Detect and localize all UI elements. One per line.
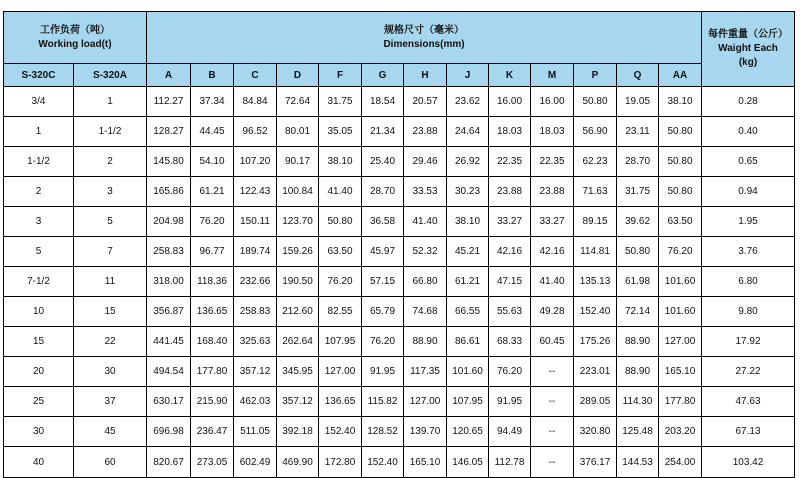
table-cell: 72.64 — [277, 87, 319, 117]
table-cell: 469.90 — [277, 447, 319, 478]
table-cell: 42.16 — [489, 237, 531, 267]
table-cell: 65.79 — [362, 297, 404, 327]
table-cell: 30.23 — [447, 177, 489, 207]
table-cell: 136.65 — [191, 297, 234, 327]
spec-table — [3, 11, 795, 478]
table-cell: 602.49 — [234, 447, 277, 478]
table-cell: 318.00 — [147, 267, 191, 297]
dimensions-header — [147, 12, 702, 64]
table-cell: 107.95 — [447, 387, 489, 417]
table-cell: 1-1/2 — [4, 147, 74, 177]
table-cell: 31.75 — [319, 87, 362, 117]
table-cell: 203.20 — [659, 417, 702, 447]
working-load-header — [4, 12, 147, 64]
table-cell: 33.27 — [531, 207, 574, 237]
table-cell: 61.98 — [617, 267, 659, 297]
table-cell: 357.12 — [277, 387, 319, 417]
table-cell: 2 — [4, 177, 74, 207]
table-cell: -- — [531, 357, 574, 387]
table-cell: 61.21 — [447, 267, 489, 297]
table-cell: 258.83 — [147, 237, 191, 267]
table-cell: 123.70 — [277, 207, 319, 237]
table-cell: 127.00 — [319, 357, 362, 387]
table-cell: 60.45 — [531, 327, 574, 357]
table-cell: 88.90 — [617, 327, 659, 357]
table-row — [4, 177, 795, 207]
weight-cn: 每件重量（公斤） — [708, 29, 788, 40]
table-cell: 76.20 — [489, 357, 531, 387]
table-cell: 16.00 — [489, 87, 531, 117]
table-cell: 107.95 — [319, 327, 362, 357]
dimensions-cn: 规格尺寸（毫米） — [384, 24, 464, 36]
column-header-m: M — [531, 64, 574, 87]
table-cell: 1 — [74, 87, 147, 117]
table-cell: 139.70 — [404, 417, 447, 447]
table-row — [4, 357, 795, 387]
table-cell: 258.83 — [234, 297, 277, 327]
table-cell: 441.45 — [147, 327, 191, 357]
table-cell: -- — [531, 387, 574, 417]
table-row — [4, 387, 795, 417]
table-cell: 41.40 — [531, 267, 574, 297]
table-cell: 630.17 — [147, 387, 191, 417]
column-header-p: P — [574, 64, 617, 87]
column-header-f: F — [319, 64, 362, 87]
table-cell: 38.10 — [447, 207, 489, 237]
table-row — [4, 87, 795, 117]
table-row — [4, 267, 795, 297]
table-cell: 112.78 — [489, 447, 531, 478]
table-cell: 71.63 — [574, 177, 617, 207]
table-cell: 696.98 — [147, 417, 191, 447]
table-cell: 0.28 — [702, 87, 795, 117]
table-cell: 15 — [74, 297, 147, 327]
table-cell: 36.58 — [362, 207, 404, 237]
table-cell: 47.63 — [702, 387, 795, 417]
table-cell: 3/4 — [4, 87, 74, 117]
table-cell: 165.10 — [659, 357, 702, 387]
table-cell: 40 — [4, 447, 74, 478]
table-cell: 84.84 — [234, 87, 277, 117]
table-cell: 88.90 — [617, 357, 659, 387]
table-cell: 89.15 — [574, 207, 617, 237]
table-cell: 22.35 — [531, 147, 574, 177]
table-cell: 56.90 — [574, 117, 617, 147]
table-cell: 462.03 — [234, 387, 277, 417]
table-row — [4, 147, 795, 177]
table-cell: 150.11 — [234, 207, 277, 237]
table-cell: 136.65 — [319, 387, 362, 417]
table-cell: 125.48 — [617, 417, 659, 447]
table-cell: 44.45 — [191, 117, 234, 147]
table-cell: 33.27 — [489, 207, 531, 237]
dimensions-en: Dimensions(mm) — [383, 38, 465, 50]
table-cell: 376.17 — [574, 447, 617, 478]
weight-unit: (kg) — [738, 57, 758, 68]
column-header-j: J — [447, 64, 489, 87]
table-cell: 20.57 — [404, 87, 447, 117]
table-cell: 42.16 — [531, 237, 574, 267]
table-cell: 146.05 — [447, 447, 489, 478]
table-cell: 127.00 — [404, 387, 447, 417]
table-cell: 41.40 — [319, 177, 362, 207]
table-cell: 177.80 — [191, 357, 234, 387]
table-cell: 62.23 — [574, 147, 617, 177]
table-cell: 76.20 — [191, 207, 234, 237]
spec-table-container — [3, 11, 795, 478]
table-cell: 128.27 — [147, 117, 191, 147]
table-row — [4, 327, 795, 357]
table-cell: 103.42 — [702, 447, 795, 478]
table-cell: 28.70 — [617, 147, 659, 177]
working-load-cn: 工作负荷（吨） — [40, 24, 110, 36]
table-cell: 117.35 — [404, 357, 447, 387]
table-cell: 38.10 — [659, 87, 702, 117]
column-header-s-320a: S-320A — [74, 64, 147, 87]
table-cell: 30 — [4, 417, 74, 447]
table-cell: 107.20 — [234, 147, 277, 177]
table-cell: 45 — [74, 417, 147, 447]
table-cell: 26.92 — [447, 147, 489, 177]
table-row — [4, 237, 795, 267]
table-cell: 128.52 — [362, 417, 404, 447]
table-cell: 90.17 — [277, 147, 319, 177]
table-cell: 50.80 — [617, 237, 659, 267]
table-cell: 16.00 — [531, 87, 574, 117]
table-cell: 25.40 — [362, 147, 404, 177]
table-cell: 38.10 — [319, 147, 362, 177]
table-cell: 1 — [4, 117, 74, 147]
table-cell: 172.80 — [319, 447, 362, 478]
table-cell: 68.33 — [489, 327, 531, 357]
table-cell: 127.00 — [659, 327, 702, 357]
table-cell: 20 — [4, 357, 74, 387]
table-cell: 120.65 — [447, 417, 489, 447]
table-cell: 27.22 — [702, 357, 795, 387]
table-cell: 66.55 — [447, 297, 489, 327]
table-cell: 80.01 — [277, 117, 319, 147]
table-cell: 50.80 — [319, 207, 362, 237]
table-cell: 50.80 — [659, 117, 702, 147]
table-cell: 41.40 — [404, 207, 447, 237]
table-cell: -- — [531, 417, 574, 447]
table-cell: 0.94 — [702, 177, 795, 207]
column-header-b: B — [191, 64, 234, 87]
table-cell: 39.62 — [617, 207, 659, 237]
column-header-h: H — [404, 64, 447, 87]
table-cell: 18.03 — [489, 117, 531, 147]
table-cell: 25 — [4, 387, 74, 417]
table-cell: 55.63 — [489, 297, 531, 327]
table-cell: 101.60 — [659, 297, 702, 327]
table-cell: 1.95 — [702, 207, 795, 237]
table-cell: 30 — [74, 357, 147, 387]
table-cell: 76.20 — [659, 237, 702, 267]
table-cell: 9.80 — [702, 297, 795, 327]
table-cell: 54.10 — [191, 147, 234, 177]
table-cell: 22.35 — [489, 147, 531, 177]
table-cell: 204.98 — [147, 207, 191, 237]
table-cell: 72.14 — [617, 297, 659, 327]
column-header-g: G — [362, 64, 404, 87]
table-row — [4, 297, 795, 327]
table-cell: 144.53 — [617, 447, 659, 478]
column-header-k: K — [489, 64, 531, 87]
table-cell: 67.13 — [702, 417, 795, 447]
table-cell: 189.74 — [234, 237, 277, 267]
table-cell: 114.30 — [617, 387, 659, 417]
table-cell: -- — [531, 447, 574, 478]
table-cell: 152.40 — [574, 297, 617, 327]
table-cell: 114.81 — [574, 237, 617, 267]
table-cell: 33.53 — [404, 177, 447, 207]
table-cell: 325.63 — [234, 327, 277, 357]
table-cell: 23.11 — [617, 117, 659, 147]
table-body — [4, 87, 795, 478]
table-cell: 24.64 — [447, 117, 489, 147]
table-cell: 115.82 — [362, 387, 404, 417]
table-cell: 112.27 — [147, 87, 191, 117]
table-cell: 91.95 — [489, 387, 531, 417]
table-cell: 49.28 — [531, 297, 574, 327]
table-cell: 17.92 — [702, 327, 795, 357]
table-cell: 96.77 — [191, 237, 234, 267]
table-cell: 23.88 — [531, 177, 574, 207]
table-cell: 6.80 — [702, 267, 795, 297]
table-cell: 91.95 — [362, 357, 404, 387]
table-cell: 76.20 — [319, 267, 362, 297]
table-cell: 19.05 — [617, 87, 659, 117]
table-cell: 345.95 — [277, 357, 319, 387]
table-cell: 37.34 — [191, 87, 234, 117]
table-cell: 47.15 — [489, 267, 531, 297]
working-load-en: Working load(t) — [38, 38, 112, 50]
table-cell: 11 — [74, 267, 147, 297]
table-cell: 60 — [74, 447, 147, 478]
table-cell: 0.40 — [702, 117, 795, 147]
table-cell: 21.34 — [362, 117, 404, 147]
table-cell: 165.10 — [404, 447, 447, 478]
table-cell: 3 — [4, 207, 74, 237]
table-cell: 50.80 — [659, 147, 702, 177]
table-cell: 152.40 — [362, 447, 404, 478]
table-cell: 5 — [4, 237, 74, 267]
table-cell: 165.86 — [147, 177, 191, 207]
table-cell: 820.67 — [147, 447, 191, 478]
table-cell: 100.84 — [277, 177, 319, 207]
table-cell: 122.43 — [234, 177, 277, 207]
table-cell: 10 — [4, 297, 74, 327]
table-cell: 0.65 — [702, 147, 795, 177]
table-cell: 15 — [4, 327, 74, 357]
table-cell: 320.80 — [574, 417, 617, 447]
table-cell: 23.88 — [404, 117, 447, 147]
column-header-c: C — [234, 64, 277, 87]
table-cell: 31.75 — [617, 177, 659, 207]
table-cell: 494.54 — [147, 357, 191, 387]
table-cell: 168.40 — [191, 327, 234, 357]
table-cell: 2 — [74, 147, 147, 177]
table-cell: 7 — [74, 237, 147, 267]
table-cell: 66.80 — [404, 267, 447, 297]
table-cell: 28.70 — [362, 177, 404, 207]
weight-en: Waight Each — [718, 43, 778, 54]
table-cell: 22 — [74, 327, 147, 357]
table-cell: 3.76 — [702, 237, 795, 267]
table-cell: 76.20 — [362, 327, 404, 357]
column-header-d: D — [277, 64, 319, 87]
table-cell: 94.49 — [489, 417, 531, 447]
table-cell: 1-1/2 — [74, 117, 147, 147]
table-cell: 101.60 — [659, 267, 702, 297]
table-cell: 18.54 — [362, 87, 404, 117]
table-cell: 135.13 — [574, 267, 617, 297]
table-row — [4, 447, 795, 478]
table-cell: 88.90 — [404, 327, 447, 357]
table-cell: 392.18 — [277, 417, 319, 447]
table-cell: 232.66 — [234, 267, 277, 297]
weight-header — [702, 12, 795, 87]
table-cell: 152.40 — [319, 417, 362, 447]
table-cell: 177.80 — [659, 387, 702, 417]
table-cell: 357.12 — [234, 357, 277, 387]
table-cell: 52.32 — [404, 237, 447, 267]
table-cell: 18.03 — [531, 117, 574, 147]
table-cell: 96.52 — [234, 117, 277, 147]
column-header-s-320c: S-320C — [4, 64, 74, 87]
table-cell: 5 — [74, 207, 147, 237]
table-cell: 63.50 — [659, 207, 702, 237]
table-cell: 82.55 — [319, 297, 362, 327]
table-cell: 29.46 — [404, 147, 447, 177]
table-cell: 254.00 — [659, 447, 702, 478]
column-header-aa: AA — [659, 64, 702, 87]
table-cell: 61.21 — [191, 177, 234, 207]
table-cell: 289.05 — [574, 387, 617, 417]
table-cell: 223.01 — [574, 357, 617, 387]
table-cell: 57.15 — [362, 267, 404, 297]
table-cell: 7-1/2 — [4, 267, 74, 297]
table-cell: 50.80 — [659, 177, 702, 207]
table-cell: 101.60 — [447, 357, 489, 387]
table-cell: 118.36 — [191, 267, 234, 297]
table-cell: 45.97 — [362, 237, 404, 267]
table-cell: 236.47 — [191, 417, 234, 447]
table-cell: 175.26 — [574, 327, 617, 357]
table-row — [4, 417, 795, 447]
column-header-q: Q — [617, 64, 659, 87]
table-cell: 511.05 — [234, 417, 277, 447]
table-cell: 356.87 — [147, 297, 191, 327]
table-cell: 86.61 — [447, 327, 489, 357]
table-cell: 45.21 — [447, 237, 489, 267]
table-cell: 63.50 — [319, 237, 362, 267]
table-cell: 262.64 — [277, 327, 319, 357]
table-cell: 273.05 — [191, 447, 234, 478]
table-cell: 37 — [74, 387, 147, 417]
table-cell: 3 — [74, 177, 147, 207]
table-row — [4, 117, 795, 147]
table-cell: 145.80 — [147, 147, 191, 177]
table-cell: 23.62 — [447, 87, 489, 117]
table-row — [4, 207, 795, 237]
table-cell: 23.88 — [489, 177, 531, 207]
column-header-a: A — [147, 64, 191, 87]
table-cell: 190.50 — [277, 267, 319, 297]
table-cell: 50.80 — [574, 87, 617, 117]
table-cell: 215.90 — [191, 387, 234, 417]
table-cell: 74.68 — [404, 297, 447, 327]
column-header-row — [4, 64, 795, 87]
table-cell: 212.60 — [277, 297, 319, 327]
table-cell: 35.05 — [319, 117, 362, 147]
table-cell: 159.26 — [277, 237, 319, 267]
